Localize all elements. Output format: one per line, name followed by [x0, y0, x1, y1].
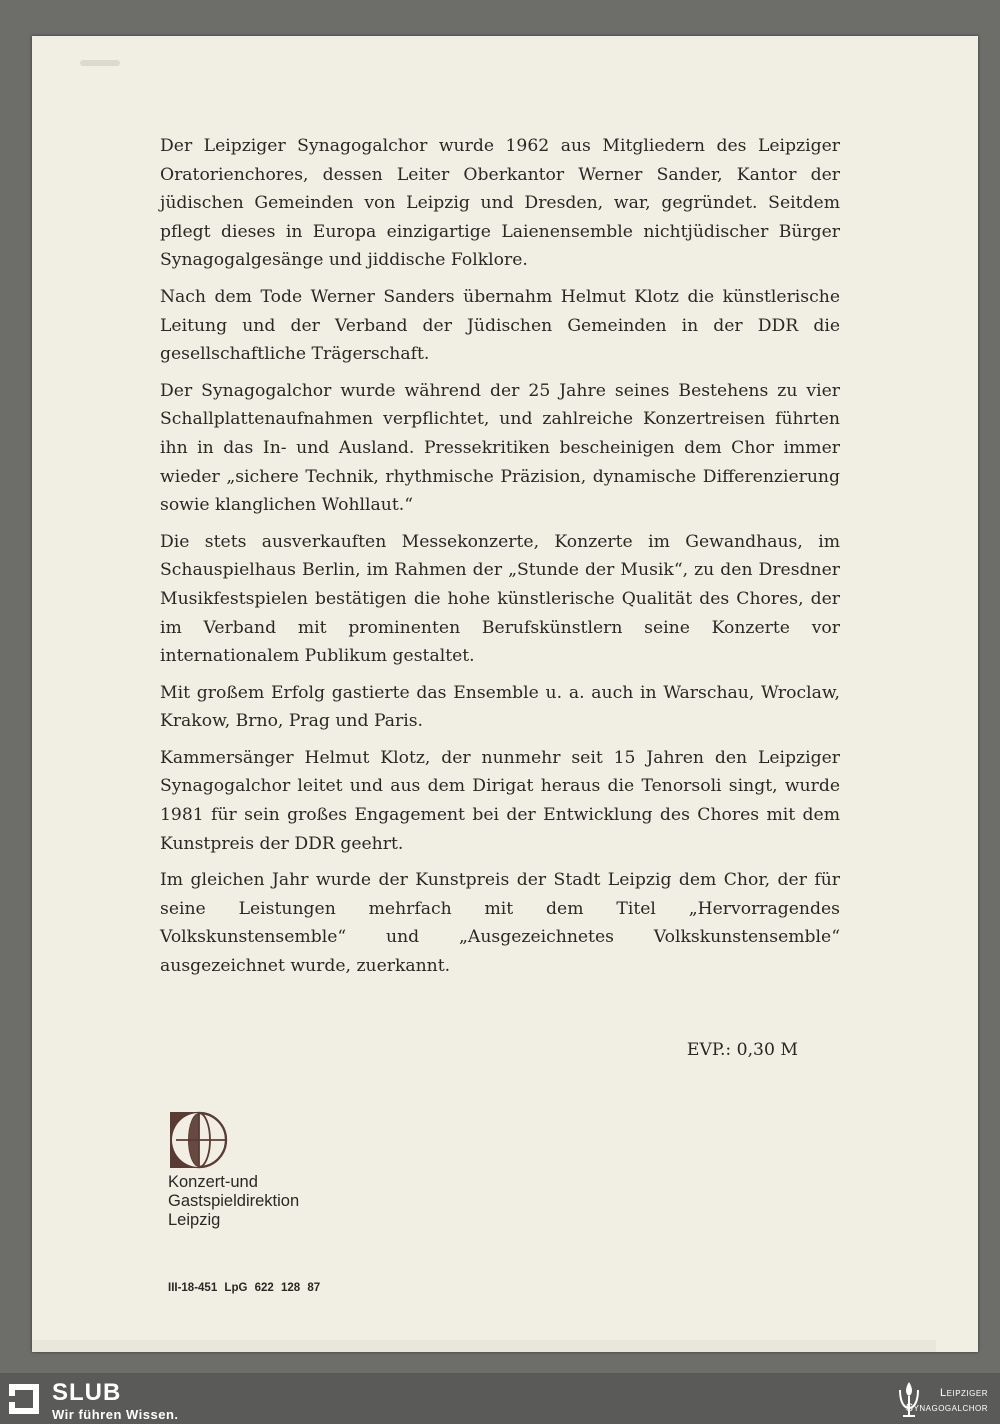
library-footer — [0, 1373, 1000, 1424]
page-edge — [32, 1340, 936, 1352]
paper-smudge — [80, 60, 120, 66]
publisher-line-3: Leipzig — [168, 1211, 221, 1229]
slub-logo-icon — [9, 1384, 39, 1414]
paragraph-founding: Der Leipziger Synagogalchor wurde 1962 aus Mitgliedern des Leipziger Oratorienchores, dessen Leiter Oberkantor Werner Sander, Kantor der jüdischen Gemeinden von Leipzig und Dresden, war, gegründet. Seitdem pflegt dieses in Europa einzigartige Laienensemble nichtjüdischer Bürger Synagogalgesänge und jiddische Folklore. — [160, 136, 840, 271]
collection-name-line-1: Leipziger — [940, 1387, 988, 1399]
publisher-line-2: Gastspieldirektion — [168, 1192, 300, 1210]
publisher-name — [168, 1173, 299, 1230]
paragraph-city-award: Im gleichen Jahr wurde der Kunstpreis der Stadt Leipzig dem Chor, der für seine Leistungen mehrfach mit dem Titel „Hervorragendes Volkskunstensemble“ und „Ausgezeichnetes Volkskunstensemble“ ausgezeichnet wurde, zuerkannt. — [160, 870, 840, 977]
paragraph-recordings: Der Synagogalchor wurde während der 25 Jahre seines Bestehens zu vier Schallplattenaufnahmen verpflichtet, und zahlreiche Konzertreisen führten ihn in das In- und Ausland. Pressekritiken bescheinigen dem Chor immer wieder „sichere Technik, rhythmische Präzision, dynamische Differenzierung sowie klanglichen Wohllaut.“ — [160, 380, 840, 516]
collection-name-line-2: Synagogalchor — [905, 1402, 988, 1414]
publisher-line-1: Konzert-und — [168, 1173, 258, 1191]
globe-logo-icon — [168, 1110, 228, 1170]
paragraph-concerts: Die stets ausverkauften Messekonzerte, Konzerte im Gewandhaus, im Schauspielhaus Berlin, im Rahmen der „Stunde der Musik“, zu den Dresdner Musikfestspielen bestätigen die hohe künstlerische Qualität des Chores, der im Verband mit prominenten Berufskünstlern seine Konzerte vor internationalem Publikum gestaltet. — [160, 531, 840, 667]
price-label: EVP.: 0,30 M — [686, 1040, 798, 1060]
library-name[interactable]: SLUB — [52, 1379, 122, 1406]
print-code: III-18-451 LpG 622 128 87 — [168, 1282, 321, 1294]
paragraph-klotz-award: Kammersänger Helmut Klotz, der nunmehr seit 15 Jahren den Leipziger Synagogalchor leitet und aus dem Dirigat heraus die Tenorsoli singt, wurde 1981 für sein großes Engagement bei der Entwicklung des Chores mit dem Kunstpreis der DDR geehrt. — [160, 747, 840, 854]
paragraph-leadership: Nach dem Tode Werner Sanders übernahm Helmut Klotz die künstlerische Leitung und der Verband der Jüdischen Gemeinden in der DDR die gesellschaftliche Trägerschaft. — [160, 286, 840, 365]
library-tagline: Wir führen Wissen. — [52, 1407, 179, 1422]
paragraph-tours: Mit großem Erfolg gastierte das Ensemble u. a. auch in Warschau, Wroclaw, Krakow, Brno, Prag und Paris. — [160, 682, 840, 732]
body-text — [160, 132, 840, 989]
